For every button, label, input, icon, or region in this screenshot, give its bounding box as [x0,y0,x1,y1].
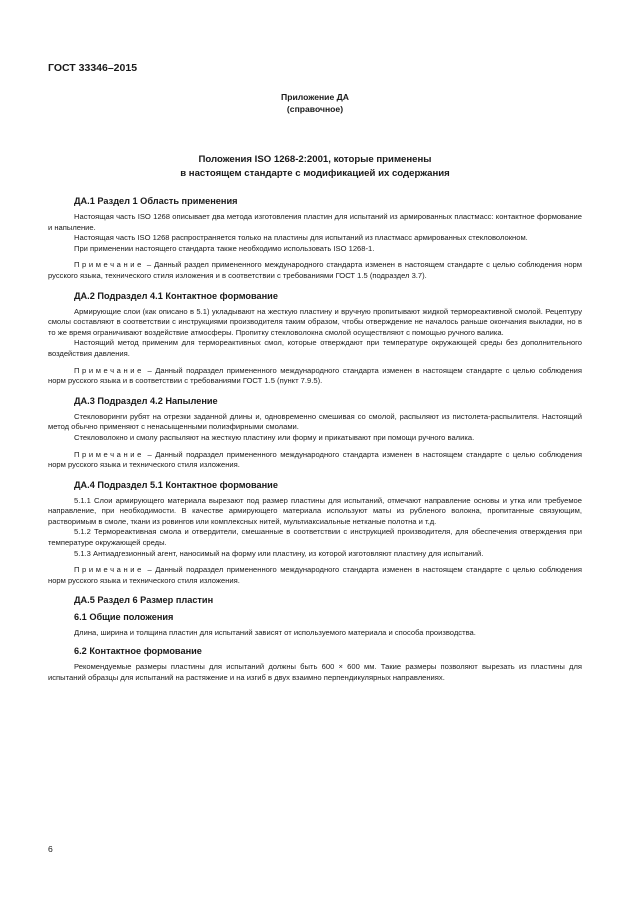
paragraph: 5.1.3 Антиадгезионный агент, наносимый на форму или пластину, из которой изготовляют пластину для испытаний. [74,548,484,558]
paragraph: Стекловоринги рубят на отрезки заданной длины и, одновременно смешивая со смолой, распыляют из пистолета-распылителя. Настоящий метод обычно применяют с ненасыщенными полиэфирными смолами. [48,411,582,432]
main-title-line-1: Положения ISO 1268-2:2001, которые применены [198,154,432,165]
document-body [48,195,582,691]
paragraph: Настоящая часть ISO 1268 описывает два метода изготовления пластин для испытаний из армированных пластмасс: контактное формование и напыление. [48,212,582,232]
document-code: ГОСТ 33346–2015 [48,62,138,74]
section-da5 [48,594,582,683]
section-heading: ДА.1 Раздел 1 Область применения [74,196,238,206]
paragraph: Длина, ширина и толщина пластин для испытаний зависят от используемого материала и способа производства. [74,628,476,638]
paragraph: Стекловолокно и смолу распыляют на жесткую пластину или форму и прикатывают при помощи ручного валика. [74,432,475,442]
section-heading: ДА.3 Подраздел 4.2 Напыление [74,395,218,406]
paragraph: При применении настоящего стандарта также необходимо использовать ISO 1268-1. [74,243,375,253]
paragraph: Рекомендуемые размеры пластины для испытаний должны быть 600 × 600 мм. Такие размеры позволяют вырезать из пластины для испытаний образцы для испытаний на растяжение и на изгиб в двух взаимно перпендикулярных направлениях. [48,662,582,682]
paragraph: Армирующие слои (как описано в 5.1) укладывают на жесткую пластину и вручную пропитывают жидкой термореактивной смолой. Рецептуру смолы составляют в соответствии с инструкциями производителя таким образом, чтобы отверждение не началось раньше окончания выкладки, но в то же время ограничивают воздействие атмосферы. Пропитку стекловолокна смолой осуществляют с помощью ручного валика. [48,306,582,337]
note-label: Примечание [74,365,144,375]
note-label: Примечание [74,449,144,459]
paragraph: Настоящая часть ISO 1268 распространяется только на пластины для испытаний из пластмасс армированных стекловолокном. [74,233,528,243]
note-text: – Данный подраздел примененного международного стандарта изменен в настоящем стандарте с целью соблюдения норм русского языка и технического стиля изложения. [48,565,582,585]
note [48,450,582,471]
note-label: Примечание [74,565,144,575]
subsection-heading: 6.2 Контактное формование [74,646,202,657]
main-title [60,153,570,180]
section-da3 [48,395,582,471]
page-number: 6 [48,844,53,854]
note [48,565,582,586]
section-heading: ДА.2 Подраздел 4.1 Контактное формование [74,290,278,301]
note-text: – Данный подраздел примененного международного стандарта изменен в настоящем стандарте с целью соблюдения норм русского языка и в соответствии с требованиями ГОСТ 1.5 (пункт 7.9.5). [48,365,582,386]
note [48,366,582,387]
paragraph: 5.1.1 Слои армирующего материала вырезают под размер пластины для испытаний, отмечают направление основы и утка или требуемое направление, при необходимости. В качестве армирующего материала используют маты из рубленого волокна, пропитанные связующим, растворимым в смоле, ткани из ровингов или комплексных нитей, мультиаксиальные нетканые полотна и т.д. [48,495,582,526]
note [48,260,582,281]
note-label: Примечание [74,260,144,270]
section-heading: ДА.4 Подраздел 5.1 Контактное формование [74,479,278,490]
annex-title: Приложение ДА [281,92,349,102]
annex-type: (справочное) [286,104,344,114]
annex-heading [0,91,630,115]
section-heading: ДА.5 Раздел 6 Размер пластин [74,595,214,606]
section-da2 [48,290,582,387]
paragraph: 5.1.2 Термореактивная смола и отвердители, смешанные в соответствии с инструкцией производителя, для обеспечения отверждения при температуре окружающей среды. [48,527,582,548]
section-da4 [48,479,582,587]
note-text: – Данный раздел примененного международного стандарта изменен в настоящем стандарте с целью соблюдения норм русского языка, технического стиля изложения и в соответствии с требованиями ГОСТ 1.5 (подраздел 3.7). [48,260,582,280]
note-text: – Данный подраздел примененного международного стандарта изменен в настоящем стандарте с целью соблюдения норм русского языка и технического стиля изложения. [48,449,582,470]
paragraph: Настоящий метод применим для термореактивных смол, которые отверждают при температуре окружающей среды без дополнительного воздействия давления. [48,338,582,358]
main-title-line-2: в настоящем стандарте с модификацией их содержания [180,167,450,179]
subsection-heading: 6.1 Общие положения [74,612,174,623]
section-da1 [48,195,582,282]
